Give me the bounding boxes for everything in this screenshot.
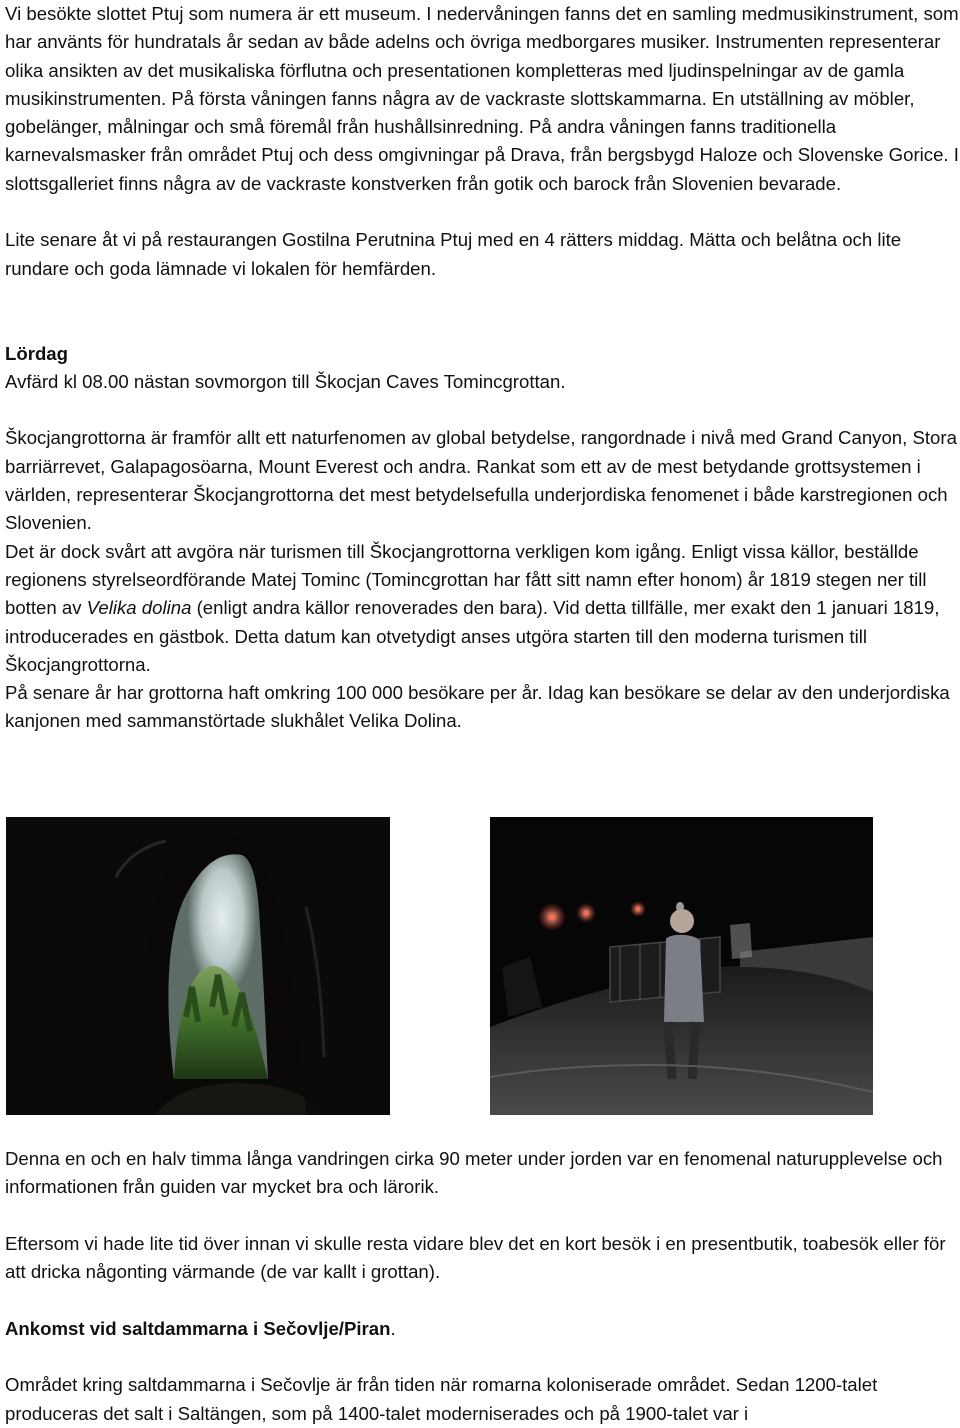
paragraph-gap xyxy=(5,1343,959,1371)
cave-walkway-photo xyxy=(490,817,873,1115)
heading-arrival xyxy=(5,1315,959,1343)
paragraph-gap xyxy=(5,1202,959,1230)
departure-line: Avfärd kl 08.00 nästan sovmorgon till Škocjan Caves Tomincgrottan. xyxy=(5,370,566,392)
paragraph-restaurant: Lite senare åt vi på restaurangen Gostilna Perutnina Ptuj med en 4 rätters middag. Mätta och belåtna och lite rundare och goda lämnade vi lokalen för hemfärden. xyxy=(5,229,902,279)
paragraph-gap xyxy=(5,396,959,424)
paragraph-gap xyxy=(5,198,959,226)
paragraph-castle-museum: Vi besökte slottet Ptuj som numera är ett museum. I nedervåningen fanns det en samling medmusikinstrument, som har använts för hundratals år sedan av både adelns och övriga medborgares musiker. Instrumenten representerar olika ansikten av det musikaliska förflutna och presentationen kompletteras med ljudinspelningar av de gamla musikinstrumenten. På första våningen fanns några av de vackraste slottskammarna. En utställning av möbler, gobelänger, målningar och små föremål från hushållsinredning. På andra våningen fanns traditionella karnevalsmasker från området Ptuj och dess omgivningar på Drava, från bergsbygd Haloze och Slovenske Gorice. I slottsgalleriet finns några av de vackraste konstverken från gotik och barock från Slovenien bevarade. xyxy=(5,3,959,194)
history-text-start: Det är dock svårt att avgöra när turismen till Škocjangrottorna verkligen kom igång. Enligt vissa källor, beställde regionens styrelseordförande Matej Tominc (Tomincgrottan har fått sitt namn efter honom) år 1819 stegen ner till botten av xyxy=(5,540,927,619)
paragraph-gift-shop: Eftersom vi hade lite tid över innan vi skulle resta vidare blev det en kort besök i en presentbutik, toabesök eller för att dricka någonting värmande (de var kallt i grottan). xyxy=(5,1232,946,1283)
document-page xyxy=(5,0,959,736)
paragraph-salt-pans: Området kring saltdammarna i Sečovlje är från tiden när romarna koloniserade området. Sedan 1200-talet produceras det salt i Saltängen, som på 1400-talet moderniserades och på 1900-talet var i xyxy=(5,1374,878,1424)
velika-dolina-italic: Velika dolina xyxy=(86,597,192,619)
cave-opening-photo xyxy=(6,817,390,1115)
paragraph-walk: Denna en och en halv timma långa vandringen cirka 90 meter under jorden var en fenomenal naturupplevelse och informationen från guiden var mycket bra och lärorik. xyxy=(5,1148,943,1198)
paragraph-caves-history xyxy=(5,538,959,679)
paragraph-caves-intro: Škocjangrottorna är framför allt ett naturfenomen av global betydelse, rangordnade i nivå med Grand Canyon, Stora barriärrevet, Galapagosöarna, Mount Everest och andra. Rankat som ett av de mest betydande grottsystemen i världen, representerar Škocjangrottorna det mest betydelsefulla underjordiska fenomenet i både karstregionen och Slovenien. xyxy=(5,427,957,534)
document-page-lower xyxy=(5,1145,959,1428)
paragraph-gap xyxy=(5,311,959,339)
paragraph-gap xyxy=(5,1286,959,1314)
heading-saturday: Lördag xyxy=(5,342,69,364)
cave-opening-photo-icon xyxy=(6,817,390,1115)
heading-arrival-period: . xyxy=(390,1317,396,1339)
cave-walkway-photo-icon xyxy=(490,817,873,1115)
heading-arrival-text: Ankomst vid saltdammarna i Sečovlje/Piran xyxy=(5,1317,391,1339)
history-text-end: (enligt andra källor renoverades den bara). Vid detta tillfälle, mer exakt den 1 januari 1819, introducerades en gästbok. Detta datum kan otvetydigt anses utgöra starten till den moderna turismen till Škocjangrottorna. xyxy=(5,597,940,675)
paragraph-caves-visitors: På senare år har grottorna haft omkring 100 000 besökare per år. Idag kan besökare se delar av den underjordiska kanjonen med sammanstörtade slukhålet Velika Dolina. xyxy=(5,682,950,732)
paragraph-gap xyxy=(5,283,959,311)
